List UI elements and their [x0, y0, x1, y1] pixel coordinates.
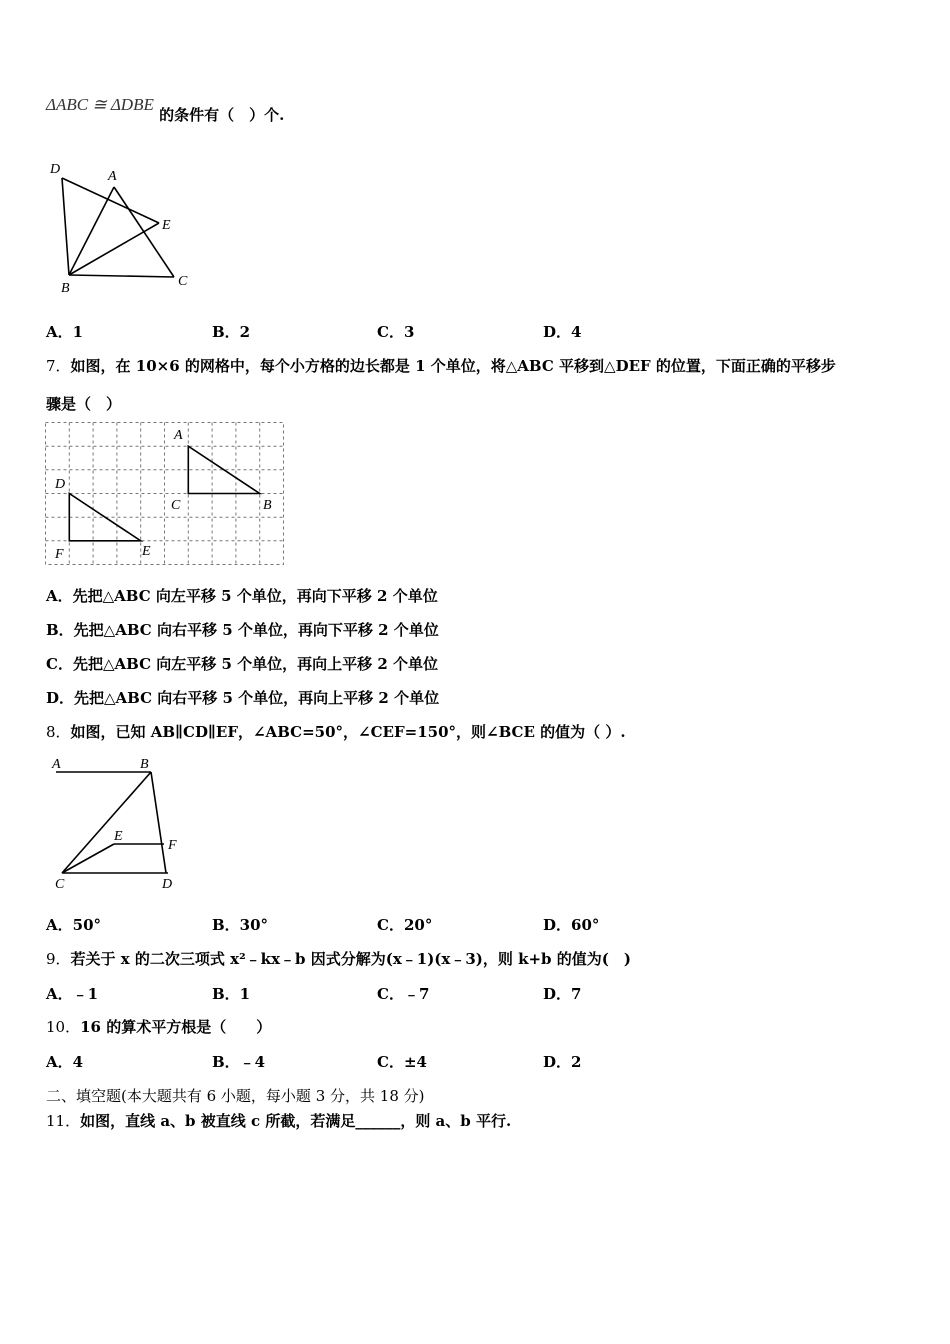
q9-option-b[interactable]: B．1: [212, 985, 251, 1003]
q11-stem-line: [46, 1110, 511, 1131]
q10-number: 10．: [46, 1018, 81, 1036]
q11-number: 11．: [46, 1112, 81, 1130]
q6-option-c[interactable]: C．3: [377, 323, 415, 341]
label-f: F: [55, 547, 64, 562]
label-a: A: [174, 428, 183, 443]
q8-option-b[interactable]: B．30°: [212, 916, 269, 934]
label-a: A: [52, 757, 61, 772]
q8-option-a[interactable]: A．50°: [46, 916, 102, 934]
q6-formula: ΔABC ≅ ΔDBE: [46, 95, 154, 114]
label-b: B: [263, 498, 272, 513]
label-d: D: [162, 877, 173, 892]
q7-number: 7．: [46, 357, 71, 375]
q7-option-a[interactable]: A．先把△ABC 向左平移 5 个单位，再向下平移 2 个单位: [46, 587, 438, 605]
q8-stem: 如图，已知 AB∥CD∥EF，∠ABC=50°，∠CEF=150°，则∠BCE 的值为（ ）.: [70, 723, 626, 741]
label-c: C: [171, 498, 181, 513]
q10-option-a[interactable]: A．4: [46, 1053, 84, 1071]
segment-bc: [69, 275, 174, 277]
q9-option-c[interactable]: C．﹣7: [377, 985, 430, 1003]
q8-figure: [44, 754, 194, 894]
label-d: D: [55, 477, 66, 492]
label-d: D: [50, 162, 61, 177]
q6-option-b[interactable]: B．2: [212, 323, 251, 341]
triangle-abc: [188, 446, 259, 493]
label-e: E: [142, 544, 151, 559]
label-c: C: [178, 274, 188, 289]
q7-grid-figure: [44, 421, 286, 569]
q6-figure: [44, 156, 214, 296]
q7-option-d[interactable]: D．先把△ABC 向右平移 5 个单位，再向上平移 2 个单位: [46, 689, 440, 707]
q6-stem: 的条件有（ ）个.: [159, 106, 285, 124]
q10-option-b[interactable]: B．﹣4: [212, 1053, 266, 1071]
segment-ce: [62, 844, 114, 873]
q6-option-d[interactable]: D．4: [543, 323, 582, 341]
label-a: A: [108, 169, 117, 184]
q10-option-d[interactable]: D．2: [543, 1053, 582, 1071]
q6-option-a[interactable]: A．1: [46, 323, 84, 341]
label-b: B: [61, 281, 70, 296]
q9-number: 9．: [46, 950, 71, 968]
q8-number: 8．: [46, 723, 71, 741]
q8-option-c[interactable]: C．20°: [377, 916, 433, 934]
q7-option-c[interactable]: C．先把△ABC 向左平移 5 个单位，再向上平移 2 个单位: [46, 655, 438, 673]
q7-stem-line2: 骤是（ ）: [46, 395, 122, 413]
segment-bc: [62, 772, 151, 873]
q7-stem-1: 如图，在 10×6 的网格中，每个小方格的边长都是 1 个单位，将△ABC 平移到△DEF 的位置，下面正确的平移步: [70, 357, 836, 375]
segment-db: [62, 178, 69, 275]
q10-option-c[interactable]: C．±4: [377, 1053, 427, 1071]
label-e: E: [114, 829, 123, 844]
label-b: B: [140, 757, 149, 772]
q8-stem-line: [46, 721, 626, 742]
q10-stem: 16 的算术平方根是（ ）: [80, 1018, 272, 1036]
q7-stem-line1: [46, 355, 836, 376]
q9-option-d[interactable]: D．7: [543, 985, 582, 1003]
q11-stem: 如图，直线 a、b 被直线 c 所截，若满足______，则 a、b 平行.: [80, 1112, 512, 1130]
q8-option-d[interactable]: D．60°: [543, 916, 600, 934]
section2-heading: 二、填空题(本大题共有 6 小题，每小题 3 分，共 18 分): [46, 1087, 425, 1105]
label-f: F: [168, 838, 177, 853]
label-e: E: [162, 218, 171, 233]
q9-stem-line: [46, 948, 631, 969]
label-c: C: [55, 877, 65, 892]
segment-de: [62, 178, 159, 223]
q9-stem: 若关于 x 的二次三项式 x²﹣kx﹣b 因式分解为(x﹣1)(x﹣3)，则 k+b 的值为( ): [70, 950, 631, 968]
q9-option-a[interactable]: A．﹣1: [46, 985, 99, 1003]
q6-stem-line: [46, 95, 285, 125]
q10-stem-line: [46, 1016, 271, 1037]
q7-option-b[interactable]: B．先把△ABC 向右平移 5 个单位，再向下平移 2 个单位: [46, 621, 439, 639]
segment-bd: [151, 772, 166, 873]
